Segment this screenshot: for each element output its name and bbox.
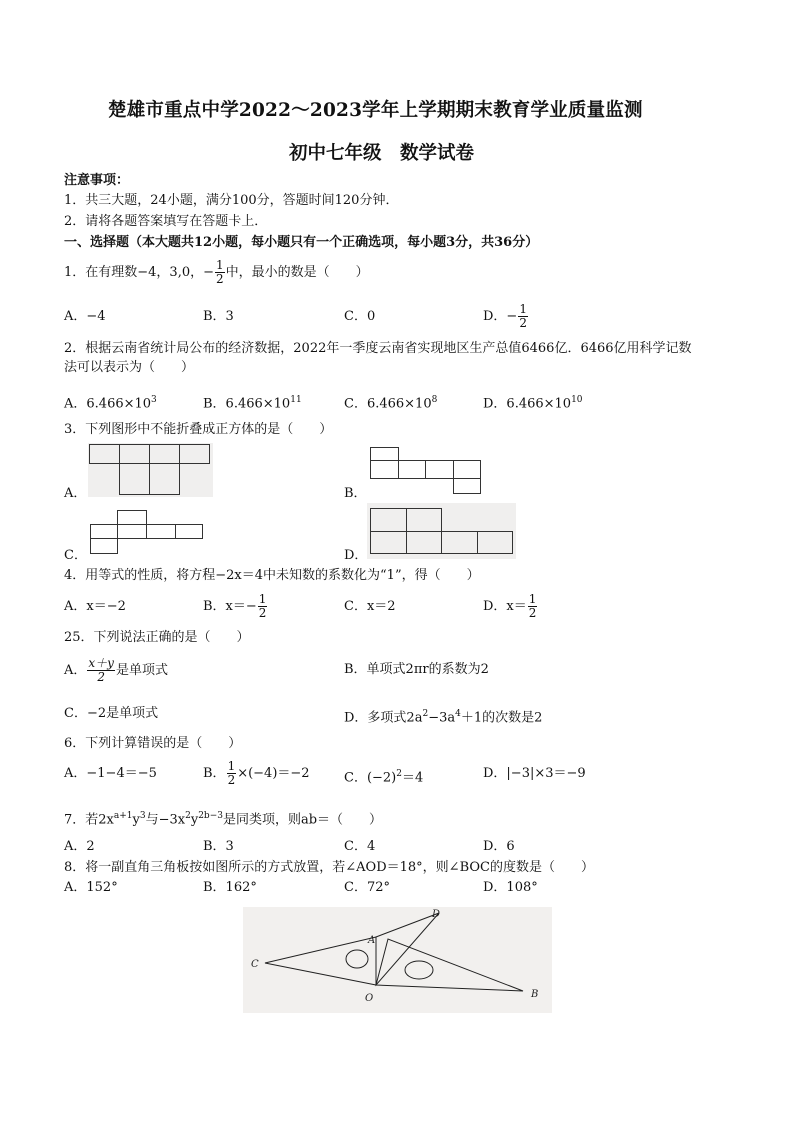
q1-stem: 1．在有理数−4，3,0，− $\frac{1}{2}$ 中，最小的数是（ ） [64,258,369,286]
triangle-bod [376,939,523,991]
fraction: $\frac{1}{2}$ [519,302,527,330]
q4-option-c: C．x＝2 [344,599,396,614]
fraction: $\frac{1}{2}$ [258,592,267,620]
label-o: O [365,993,374,1004]
q5-option-a: A． $\frac{x+y}{2}$ 是单项式 [64,656,168,684]
q2-stem-line1: 2．根据云南省统计局公布的经济数据，2022年一季度云南省实现地区生产总值6466亿．6466亿用科学记数 [64,341,692,356]
q2-option-c: C．$6.466\times 10^8$ [344,395,438,412]
q4-option-d: D．x＝ $\frac{1}{2}$ [483,592,537,620]
section-heading: 一、选择题（本大题共12小题，每小题只有一个正确选项，每小题3分，共36分） [64,235,539,250]
fraction: $\frac{1}{2}$ [216,258,224,286]
q1-option-a: A．−4 [64,309,106,324]
q3-stem: 3．下列图形中不能折叠成正方体的是（ ） [64,422,333,437]
q8-option-b: B．162° [203,880,257,895]
q5-option-b: B．单项式2πr的系数为2 [344,662,489,677]
q1-option-d: D．− $\frac{1}{2}$ [483,302,527,330]
q2-option-b: B．$6.466\times 10^{11}$ [203,395,302,412]
q6-option-a: A．−1−4＝−5 [64,766,157,781]
exam-subtitle: 初中七年级 数学试卷 [289,143,475,164]
q8-option-c: C．72° [344,880,390,895]
triangle-hole-2 [405,961,433,979]
q8-stem: 8．将一副直角三角板按如图所示的方式放置，若∠AOD＝18°，则∠BOC的度数是（ ） [64,860,594,875]
triangle-diagram [243,907,552,1013]
label-b: B [531,989,539,1000]
notes-heading: 注意事项： [64,173,130,188]
q3-option-c: C． [64,548,87,563]
q7-option-d: D．6 [483,839,515,854]
fraction: $\frac{1}{2}$ [528,592,537,620]
q5-option-d: D．多项式$2a^2-3a^4+1$的次数是2 [344,709,543,726]
triangle-coa [265,937,376,985]
q6-option-d: D．|−3|×3＝−9 [483,766,586,781]
triangle-hole-1 [346,950,368,968]
q2-stem-line2: 法可以表示为（ ） [64,360,195,375]
label-a: A [368,935,376,946]
q4-option-b: B．x＝− $\frac{1}{2}$ [203,592,267,620]
q5-stem: 25．下列说法正确的是（ ） [64,630,250,645]
label-d: D [432,909,441,920]
note-2: 2．请将各题答案填写在答题卡上． [64,214,268,229]
q5-option-c: C．−2是单项式 [64,706,159,721]
q2-option-a: A．$6.466\times 10^3$ [64,395,157,412]
q6-option-c: C．$(-2)^2=4$ [344,769,424,786]
q4-stem: 4．用等式的性质，将方程−2x＝4中未知数的系数化为“1”，得（ ） [64,568,480,583]
fraction: $\frac{1}{2}$ [227,759,236,787]
q7-stem: 7．若$2x^{a+1}y^3$与$-3x^2y^{2b-3}$是同类项，则ab＝（ ） [64,811,383,828]
label-c: C [251,959,259,970]
q7-option-b: B．3 [203,839,234,854]
q8-option-a: A．152° [64,880,118,895]
q7-option-c: C．4 [344,839,376,854]
q8-option-d: D．108° [483,880,538,895]
exam-title: 楚雄市重点中学2022～2023学年上学期期末教育学业质量监测 [108,100,643,121]
triangle-figure [243,907,552,1013]
q3-option-a: A． [64,486,87,501]
q1-option-b: B．3 [203,309,234,324]
q1-option-c: C．0 [344,309,376,324]
q6-stem: 6．下列计算错误的是（ ） [64,736,242,751]
fraction: $\frac{x+y}{2}$ [88,656,114,684]
q3-option-b: B． [344,486,367,501]
q4-option-a: A．x＝−2 [64,599,126,614]
q7-option-a: A．2 [64,839,95,854]
q6-option-b: B． $\frac{1}{2}$ ×(−4)＝−2 [203,759,310,787]
note-1: 1．共三大题，24小题，满分100分，答题时间120分钟． [64,193,399,208]
q2-option-d: D．$6.466\times 10^{10}$ [483,395,583,412]
q3-option-d: D． [344,548,368,563]
